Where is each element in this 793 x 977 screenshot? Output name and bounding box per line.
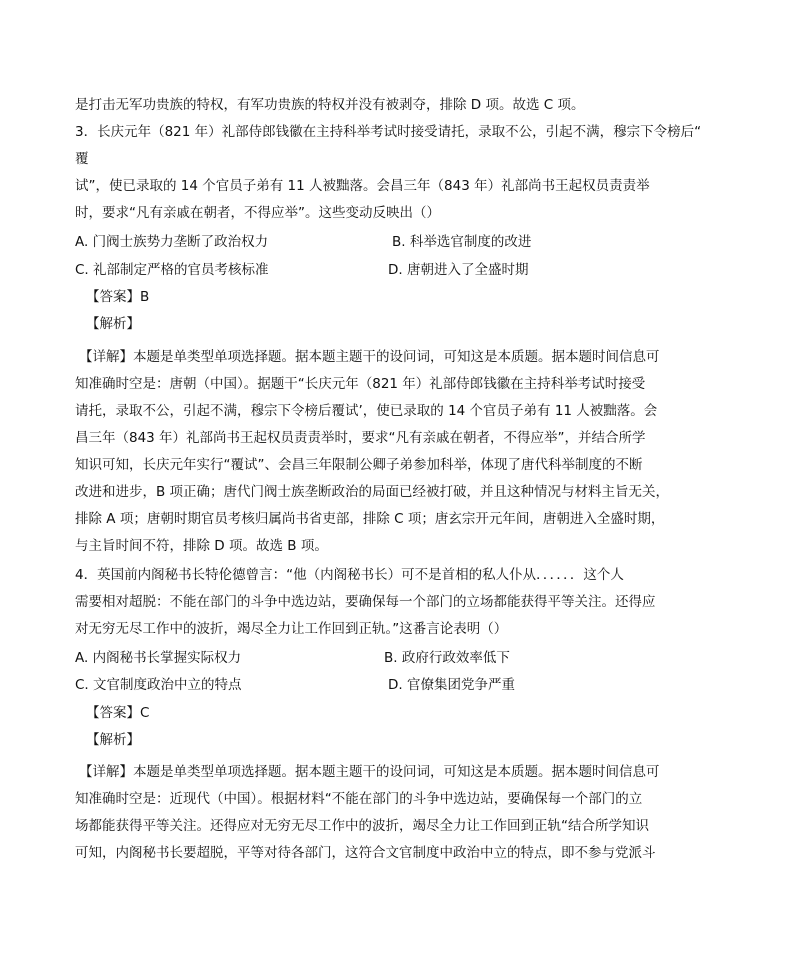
detail-line: 改进和进步，B 项正确；唐代门阀士族垄断政治的局面已经被打破，并且这种情况与材料主旨无关，	[75, 484, 670, 500]
option-d: D. 官僚集团党争严重	[388, 677, 515, 693]
detail-line: 知识可知，长庆元年实行“覆试”、会昌三年限制公卿子弟参加科举，体现了唐代科举制度的不断	[75, 457, 643, 473]
answer-label: 【答案】C	[86, 705, 150, 721]
detail-line: 场都能获得平等关注。还得应对无穷无尽工作中的波折，竭尽全力让工作回到正轨“结合所学知识	[75, 818, 649, 834]
question-4-stem: 4．英国前内阁秘书长特伦德曾言：“他（内阁秘书长）可不是首相的私人仆从．．．．．．这个人	[75, 567, 624, 583]
text-line: 试”，使已录取的 14 个官员子弟有 11 人被黜落。会昌三年（843 年）礼部尚书王起权员责责举	[75, 178, 650, 194]
text-line: 对无穷无尽工作中的波折，竭尽全力让工作回到正轨。”这番言论表明（）	[75, 621, 508, 637]
detail-line: 知准确时空是：唐朝（中国）。据题干“长庆元年（821 年）礼部侍郎钱徽在主持科举考试时接受	[75, 376, 646, 392]
text-line: 时，要求“凡有亲戚在朝者，不得应举”。这些变动反映出（）	[75, 205, 440, 221]
option-d: D. 唐朝进入了全盛时期	[388, 262, 529, 278]
detail-line: 昌三年（843 年）礼部尚书王起权员责责举时，要求“凡有亲戚在朝者，不得应举”，并结合所学	[75, 430, 646, 446]
detail-line: 排除 A 项；唐朝时期官员考核归属尚书省吏部，排除 C 项；唐玄宗开元年间，唐朝进入全盛时期，	[75, 511, 665, 527]
analysis-label: 【解析】	[86, 316, 140, 332]
option-c: C. 礼部制定严格的官员考核标准	[75, 262, 269, 278]
analysis-label: 【解析】	[86, 732, 140, 748]
detail-line: 与主旨时间不符，排除 D 项。故选 B 项。	[75, 538, 328, 554]
text-line: 是打击无军功贵族的特权，有军功贵族的特权并没有被剥夺，排除 D 项。故选 C 项。	[75, 97, 585, 113]
text-line: 覆	[75, 151, 89, 167]
question-3-stem: 3．长庆元年（821 年）礼部侍郎钱徽在主持科举考试时接受请托，录取不公，引起不满，穆宗下令榜后“	[75, 124, 702, 140]
answer-label: 【答案】B	[86, 289, 150, 305]
detail-line: 【详解】本题是单类型单项选择题。据本题主题干的设问词，可知这是本质题。据本题时间信息可	[79, 349, 660, 365]
detail-line: 知准确时空是：近现代（中国）。根据材料“不能在部门的斗争中选边站，要确保每一个部门的立	[75, 791, 643, 807]
detail-line: 请托，录取不公，引起不满，穆宗下令榜后覆试’，使已录取的 14 个官员子弟有 11 人被黜落。会	[75, 403, 658, 419]
detail-line: 可知，内阁秘书长要超脱，平等对待各部门，这符合文官制度中政治中立的特点，即不参与党派斗	[75, 845, 656, 861]
option-b: B. 科举选官制度的改进	[392, 234, 532, 250]
detail-line: 【详解】本题是单类型单项选择题。据本题主题干的设问词，可知这是本质题。据本题时间信息可	[79, 764, 660, 780]
option-a: A. 门阀士族势力垄断了政治权力	[75, 234, 269, 250]
option-c: C. 文官制度政治中立的特点	[75, 677, 242, 693]
option-a: A. 内阁秘书长掌握实际权力	[75, 650, 242, 666]
text-line: 需要相对超脱：不能在部门的斗争中选边站，要确保每一个部门的立场都能获得平等关注。还得应	[75, 594, 656, 610]
option-b: B. 政府行政效率低下	[384, 650, 510, 666]
